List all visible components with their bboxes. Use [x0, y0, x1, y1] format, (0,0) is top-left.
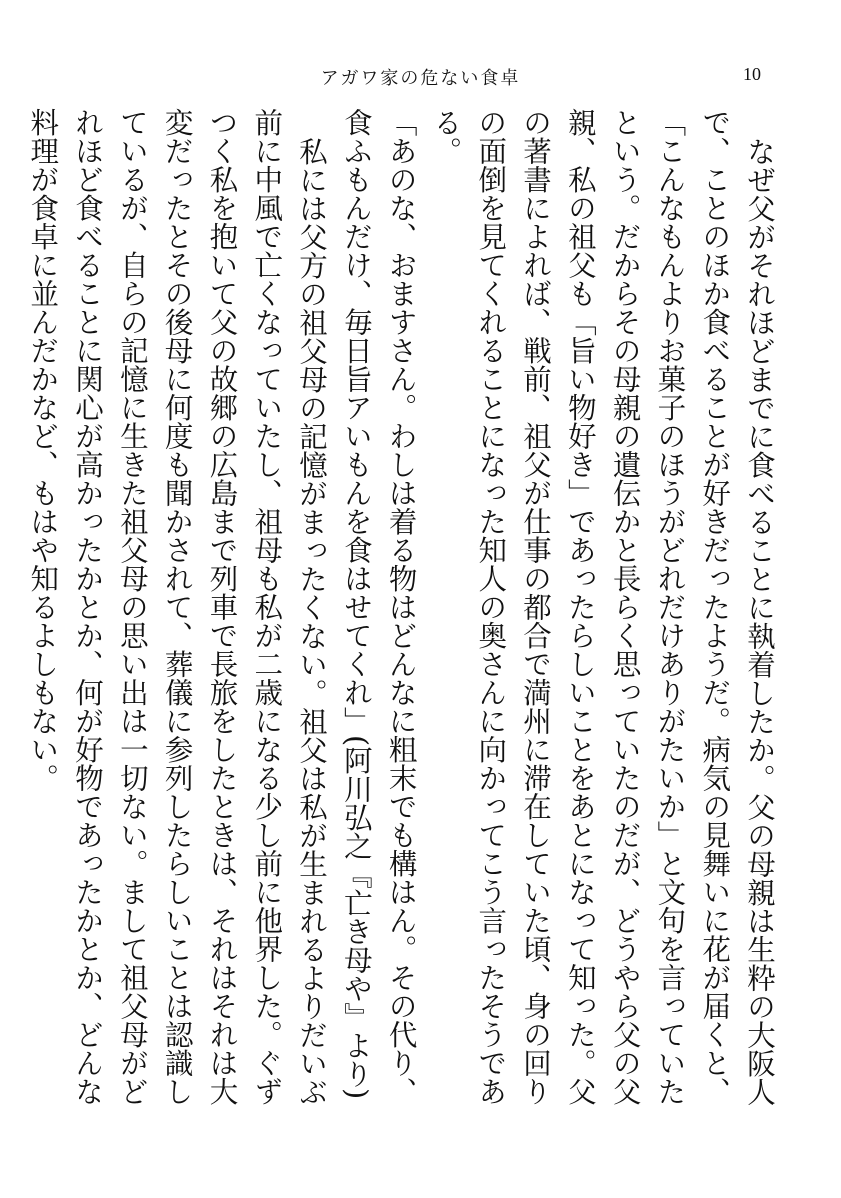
- vertical-text-body: [26, 108, 781, 1128]
- page-number: 10: [743, 64, 761, 84]
- running-header-title: アガワ家の危ない食卓: [320, 68, 521, 89]
- paragraph: 私には父方の祖父母の記憶がまったくない。祖父は私が生まれるよりだいぶ前に中風で亡くなっていたし、祖母も私が二歳になる少し前に他界した。ぐずつく私を抱いて父の故郷の広島まで列車で長旅をしたときは、それはそれは大変だったとその後母に何度も聞かされて、葬儀に参列したらしいことは認識しているが、自らの記憶に生きた祖父母の思い出は一切ない。まして祖父母がどれほど食べることに関心が高かったかとか、何が好物であったかとか、どんな料理が食卓に並んだかなど、もはや知るよしもない。: [26, 108, 329, 1106]
- paragraph-quote: 「あのな、おますさん。わしは着る物はどんなに粗末でも構はん。その代り、食ふもんだけ、毎日旨アいもんを食はせてくれ」(阿川弘之『亡き母や』より): [339, 108, 418, 1106]
- paragraph: なぜ父がそれほどまでに食べることに執着したか。父の母親は生粋の大阪人で、ことのほか食べることが好きだったようだ。病気の見舞いに花が届くと、「こんなもんよりお菓子のほうがどれだけありがたいか」と文句を言っていたという。だからその母親の遺伝かと長らく思っていたのだが、どうやら父の父親、私の祖父も「旨い物好き」であったらしいことをあとになって知った。父の著書によれば、戦前、祖父が仕事の都合で満州に滞在していた頃、身の回りの面倒を見てくれることになった知人の奥さんに向かってこう言ったそうである。: [429, 108, 776, 1106]
